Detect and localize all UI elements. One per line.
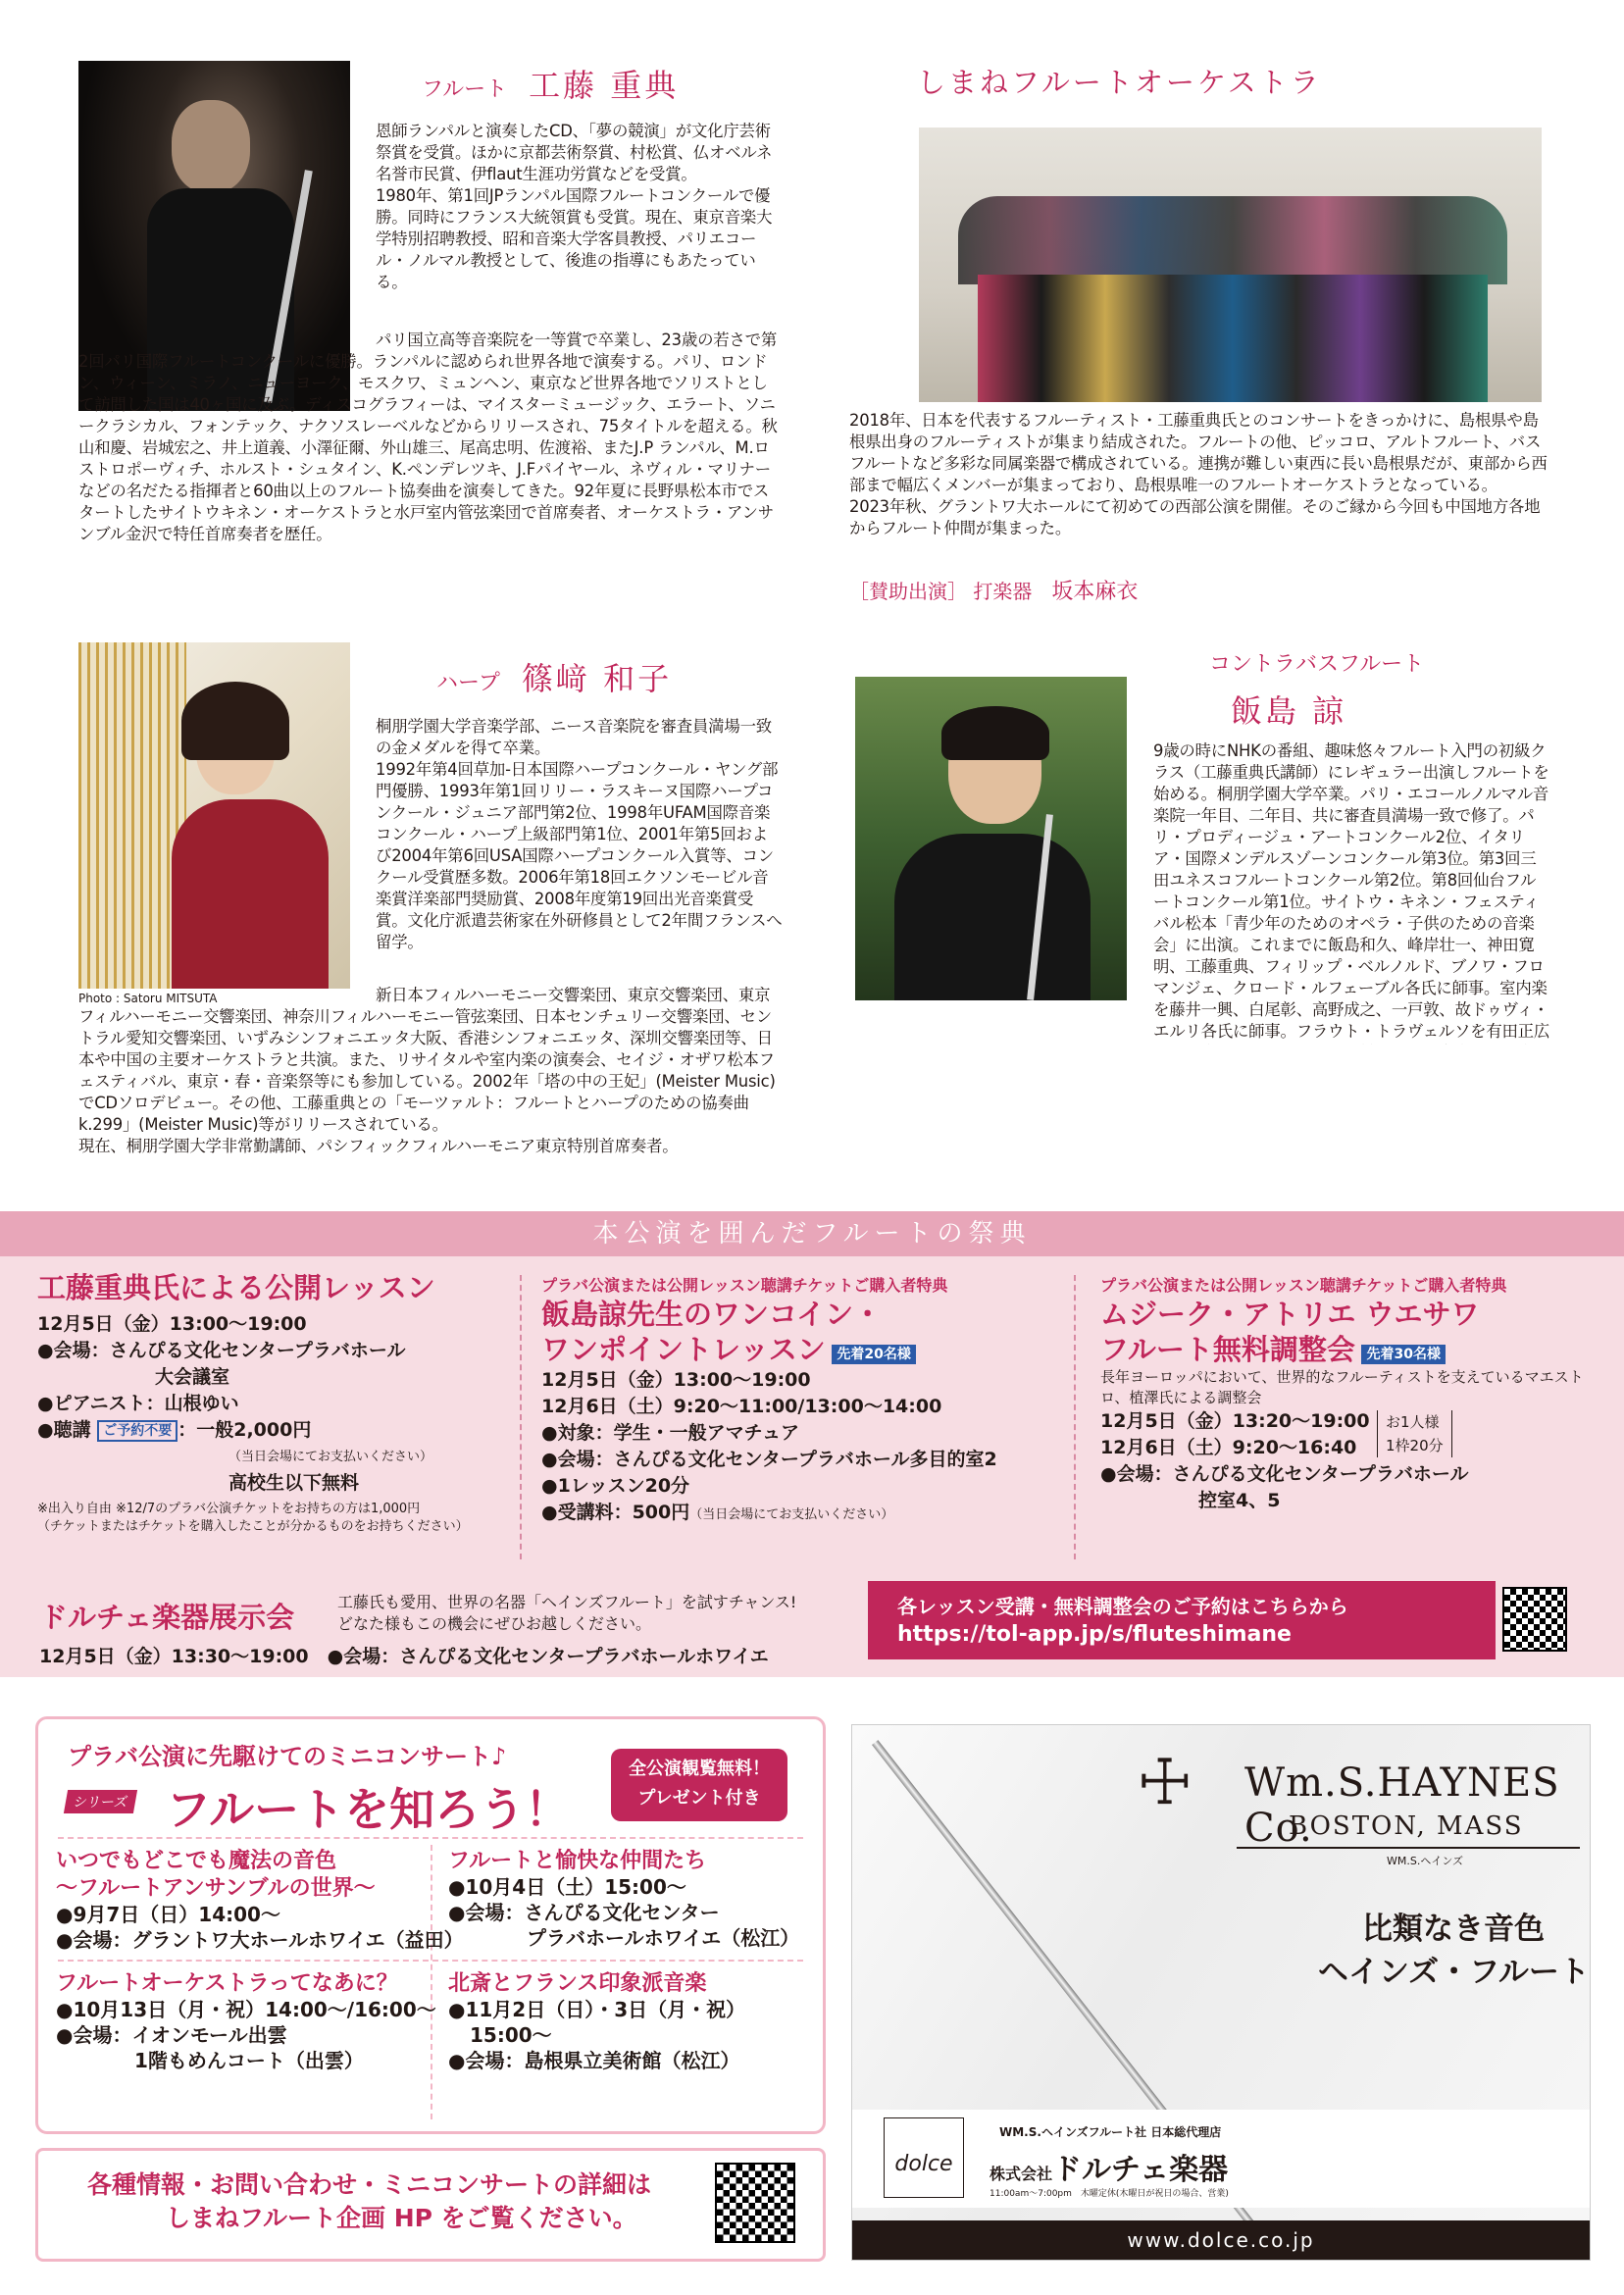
iijima-bio: 9歳の時にNHKの番組、趣味悠々フルート入門の初級クラス（工藤重典氏講師）にレギュラー出演しフルートを始める。桐朋学園大学卒業。パリ・エコールノルマル音楽院一年目、二年目、共に審査員満場一致で修了。パリ・プロディージュ・アートコンクール2位、イタリア・国際メンデルスゾーンコンクール第3位。第3回三田ユネスコフルートコンクール第2位。第8回仙台フルートコンクール第1位。サイトウ・キネン・フェスティバル松本「青少年のためのオペラ・子供のための音楽会」に出演。これまでに飯島和久、峰岸壮一、神田寛明、工藤重典、フィリップ・ベルノルド、ブノワ・フロマンジェ、クロード・ルフェーブル各氏に師事。室内楽を藤井一興、白尾彰、高野成之、一戸敦、故ドゥヴィ・エルリ各氏に師事。フラウト・トラヴェルソを有田正広 [1153,741,1550,1041]
shinozaki-name: ハープ 篠﨑 和子 [436,660,673,697]
first-20-badge: 先着20名様 [832,1345,915,1364]
info-box: 各種情報・お問い合わせ・ミニコンサートの詳細は しまねフルート企画 HP をご覧ください。 [35,2148,826,2262]
kudo-name: フルート 工藤 重典 [422,67,680,104]
iijima-role: コントラバスフルート [1209,652,1425,677]
dolce-url[interactable]: www.dolce.co.jp [852,2220,1590,2260]
kudo-bio: 恩師ランパルと演奏したCD、「夢の競演」が文化庁芸術祭賞を受賞。ほかに京都芸術祭賞、村松賞、仏オベルネ名誉市民賞、伊flaut生涯功労賞などを受賞。 1980年、第1回JPランパル国際フルートコンクールで優勝。同時にフランス大統領賞も受賞。現在、東京音楽大学特別招聘教授、昭和音楽大学客員教授、パリエコール・ノルマル教授として、後進の指導にもあたっている。 [376,122,773,291]
iijima-photo [855,677,1127,1000]
public-lesson-heading: 工藤重典氏による公開レッスン [37,1271,435,1304]
festival-title: 本公演を囲んだフルートの祭典 [0,1211,1624,1256]
reservation-banner[interactable]: 各レッスン受講・無料調整会のご予約はこちらから https://tol-app.jp/s/fluteshimane [868,1581,1496,1659]
mini-concert-item: いつでもどこでも魔法の音色 ～フルートアンサンブルの世界～ ●9月7日（日）14:00～ ●会場：グラントワ大ホールホワイエ（益田） [56,1848,464,1952]
mini-concert-item: フルートと愉快な仲間たち ●10月4日（土）15:00～ ●会場：さんぴる文化センター プラバホールホワイエ（松江） [448,1848,800,1950]
orchestra-guest: ［賛助出演］ 打楽器 坂本麻衣 [849,580,1139,604]
shinozaki-bio-cont: 新日本フィルハーモニー交響楽団、東京交響楽団、東京フィルハーモニー交響楽団、神奈川フィルハーモニー管弦楽団、日本センチュリー交響楽団、セントラル愛知交響楽団、いずみシンフォニエッタ大阪、香港シンフォニエッタ、深圳交響楽団等、日本や中国の主要オーケストラと共演。また、リサイタルや室内楽の演奏会、セイジ・オザワ松本フェスティバル、東京・春・音楽祭等にも参加している。2002年「塔の中の王妃」(Meister Music)でCDソロデビュー。その他、工藤重典との「モーツァルト：フルートとハープのための協奏曲k.299」(Meister Music)等がリリースされている。 現在、桐朋学園大学非常勤講師、パシフィックフィルハーモニア東京特別首席奏者。 [78,986,776,1155]
divider [1074,1275,1076,1559]
divider [520,1275,522,1559]
first-30-badge: 先着30名様 [1361,1345,1445,1364]
shinozaki-photo [78,642,350,989]
iijima-bio-cont [855,1038,1551,1195]
public-lesson-venue: ●会場：さんぴる文化センタープラバホール [37,1340,406,1361]
onecoin-lesson: プラバ公演または公開レッスン聴講チケットご購入者特典 飯島諒先生のワンコイン・ ワンポイントレッスン 先着20名様 12月5日（金）13:00～19:00 12月6日（土）9:20～11:00/13:00～14:00 ●対象：学生・一般アマチュア ●会場：さんぴる文化センタープラバホール多目的室2 ●1レッスン20分 ●受講料：500円（当日会場にてお支払いください） [541,1276,997,1523]
orchestra-bio: 2018年、日本を代表するフルーティスト・工藤重典氏とのコンサートをきっかけに、島根県や島根県出身のフルーティストが集まり結成された。フルートの他、ピッコロ、アルトフルート、バスフルートなど多彩な同属楽器で構成されている。連携が難しい東西に長い島根県だが、東部から西部まで幅広くメンバーが集まっており、島根県唯一のフルートオーケストラとなっている。 2023年秋、グラントワ大ホールにて初めての西部公演を開催。そのご縁から今回も中国地方各地からフルート仲間が集まった。 [849,411,1548,537]
reservation-url[interactable]: https://tol-app.jp/s/fluteshimane [897,1622,1292,1647]
hp-qr-code[interactable] [715,2163,795,2243]
exhibit: ドルチェ楽器展示会 工藤氏も愛用、世界の名器「ヘインズフルート」を試すチャンス! どなた様もこの機会にぜひお越しください。 12月5日（金）13:30～19:00 ●会場：さんぴる文化センタープラバホールホワイエ [39,1593,797,1667]
dolce-logo: dolce [884,2117,964,2198]
reservation-qr-code[interactable] [1502,1587,1567,1652]
no-reservation-badge: ご予約不要 [97,1420,178,1442]
iijima-name: 飯島 諒 [1231,692,1347,730]
public-lesson: 工藤重典氏による公開レッスン 12月5日（金）13:00～19:00 ●会場：さんぴる文化センタープラバホール 大会議室 ●ピアニスト：山根ゆい ●聴講 ご予約不要 ：一般2,000円 （当日会場にてお支払いください） 高校生以下無料 ※出入り自由 ※12/7のプラバ公演チケットをお持ちの方は1,000円 （チケットまたはチケットを購入したことが分かるものをお持ちください） [37,1270,528,1536]
public-lesson-date: 12月5日（金）13:00～19:00 [37,1313,307,1335]
free-admission-badge: 全公演観覧無料！ プレゼント付き [611,1749,787,1821]
haynes-ad: ☩ Wm.S.HAYNES Co. BOSTON, MASS WM.S.ヘインズ 比類なき音色 ヘインズ・フルート dolce WM.S.ヘインズフルート社 日本総代理店 株式会社ドルチェ楽器 11:00am～7:00pm 木曜定休(木曜日が祝日の場合、営業) www.dolce.co.jp [851,1724,1591,2261]
haynes-logo-icon: ☩ [1137,1747,1193,1819]
mini-concert-box: プラバ公演に先駆けてのミニコンサート♪ シリーズ フルートを知ろう！ 全公演観覧無料！ プレゼント付き いつでもどこでも魔法の音色 ～フルートアンサンブルの世界～ ●9月7日（日）14:00～ ●会場：グラントワ大ホールホワイエ（益田） フルートと愉快な仲間たち ●10月4日（土）15:00～ ●会場：さんぴる文化センター プラバホールホワイエ（松江） フルートオーケストラってなあに？ ●10月13日（月・祝）14:00～/16:00～ ●会場：イオンモール出雲 1階もめんコート（出雲） 北斎とフランス印象派音楽 ●11月2日（日）・3日（月・祝） 15:00～ ●会場：島根県立美術館（松江） [35,1716,826,2134]
orchestra-name: しまねフルートオーケストラ [917,66,1322,99]
mini-series-title: フルートを知ろう！ [166,1783,571,1836]
kudo-bio-cont: パリ国立高等音楽院を一等賞で卒業し、23歳の若さで第2回パリ国際フルートコンクールに優勝。ランパルに認められ世界各地で演奏する。パリ、ロンドン、ウィーン、ミラノ、ニューヨーク、モスクワ、ミュンヘン、東京など世界各地でソリストとして訪問した国は40ヶ国に及ぶ。ディスコグラフィーは、マイスターミュージック、エラート、ソニークラシカル、フォンテック、ナクソスレーベルなどからリリースされ、75タイトルを超える。秋山和慶、岩城宏之、井上道義、小澤征爾、外山雄三、尾高忠明、佐渡裕、またJ.P ランパル、M.ロストロポーヴィチ、ホルスト・シュタイン、K.ペンデレツキ、J.Fパイヤール、ネヴィル・マリナーなどの名だたる指揮者と60曲以上のフルート協奏曲を演奏してきた。92年夏に長野県松本市でスタートしたサイトウキネン・オーケストラと水戸室内管弦楽団で首席奏者、オーケストラ・アンサンブル金沢で特任首席奏者を歴任。 [78,331,778,543]
mini-concert-item: フルートオーケストラってなあに？ ●10月13日（月・祝）14:00～/16:00～ ●会場：イオンモール出雲 1階もめんコート（出雲） [56,1970,436,2072]
shinozaki-bio: 桐朋学園大学音楽学部、ニース音楽院を審査員満場一致の金メダルを得て卒業。 1992年第4回草加-日本国際ハープコンクール・ヤング部門優勝、1993年第1回リリー・ラスキーヌ国際ハープコンクール・ジュニア部門第2位、1998年UFAM国際音楽コンクール・ハープ上級部門第1位、2001年第5回および2004年第6回USA国際ハープコンクール入賞等、コンクール受賞歴多数。2006年第18回エクソンモービル音楽賞洋楽部門奨励賞、2008年度第19回出光音楽賞受賞。文化庁派遣芸術家在外研修員として2年間フランスへ留学。 [376,717,783,951]
photo-credit: Photo : Satoru MITSUTA [78,992,218,1005]
mini-concert-item: 北斎とフランス印象派音楽 ●11月2日（日）・3日（月・祝） 15:00～ ●会場：島根県立美術館（松江） [448,1970,746,2072]
free-adjustment: プラバ公演または公開レッスン聴講チケットご購入者特典 ムジーク・アトリエ ウエサワ フルート無料調整会 先着30名様 長年ヨーロッパにおいて、世界的なフルーティストを支えているマエストロ、植澤氏による調整会 12月5日（金）13:20～19:00 12月6日（土）9:20～16:40 お1人様 1枠20分 ●会場：さんぴる文化センタープラバホール 控室4、5 [1100,1276,1584,1511]
orchestra-photo [919,128,1542,402]
